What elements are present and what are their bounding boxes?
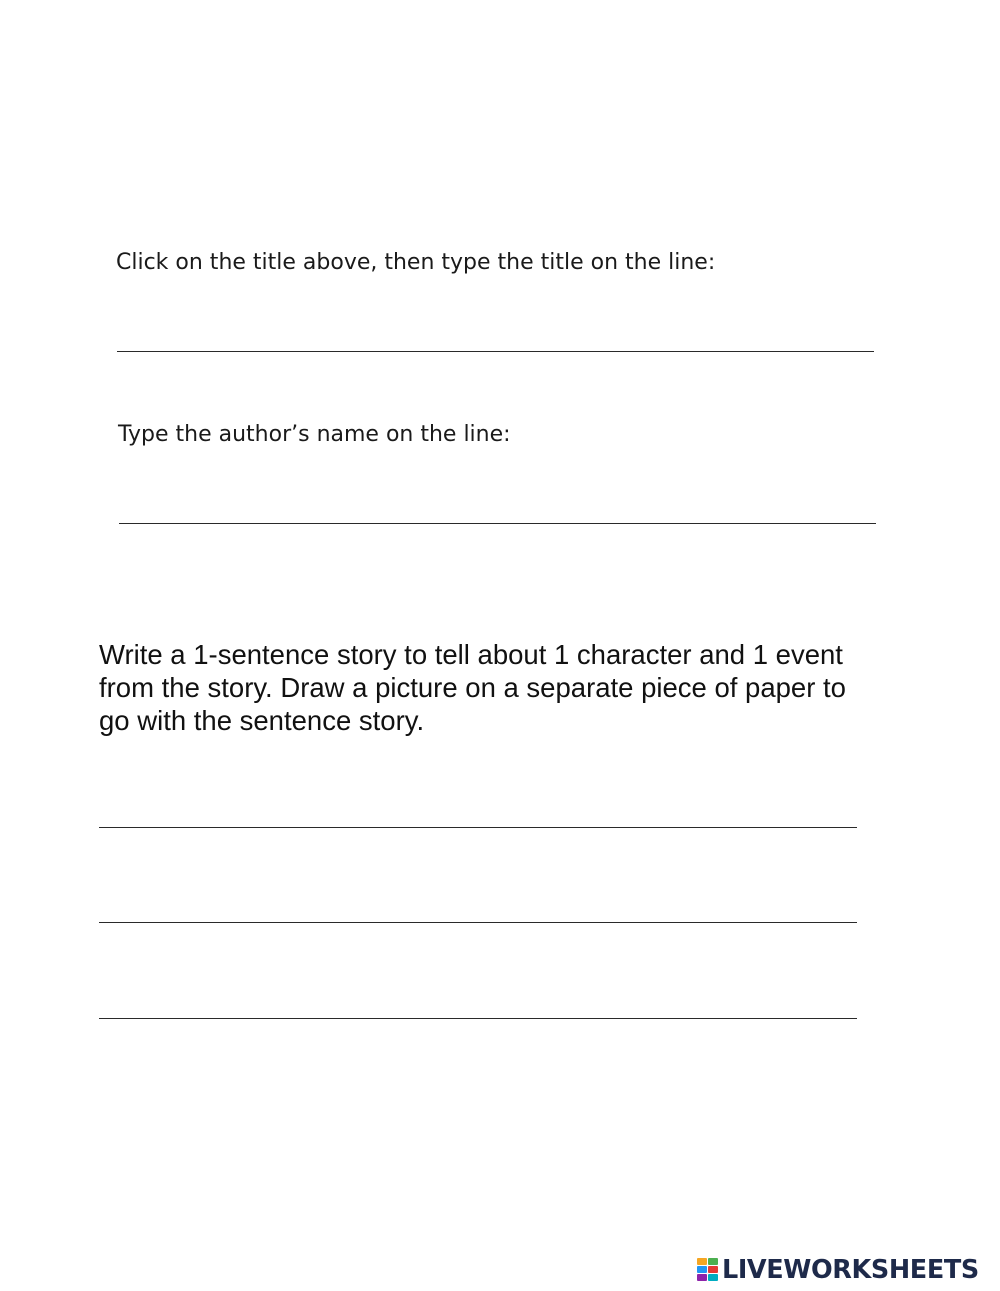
logo-block-4 xyxy=(708,1266,718,1273)
logo-block-5 xyxy=(697,1274,707,1281)
title-prompt: Click on the title above, then type the title on the line: xyxy=(116,250,716,275)
liveworksheets-brand xyxy=(697,1255,979,1285)
logo-block-1 xyxy=(697,1258,707,1265)
liveworksheets-logo-icon xyxy=(697,1258,719,1282)
title-answer-line[interactable] xyxy=(117,351,874,352)
instruction-line-2: from the story. Draw a picture on a separate piece of paper to xyxy=(99,672,846,703)
logo-block-2 xyxy=(708,1258,718,1265)
logo-block-6 xyxy=(708,1274,718,1281)
logo-block-3 xyxy=(697,1266,707,1273)
story-answer-line-3[interactable] xyxy=(99,1018,857,1019)
brand-name: LIVEWORKSHEETS xyxy=(722,1255,979,1285)
story-instruction xyxy=(99,638,939,737)
story-answer-line-2[interactable] xyxy=(99,922,857,923)
story-answer-line-1[interactable] xyxy=(99,827,857,828)
instruction-line-1: Write a 1-sentence story to tell about 1 character and 1 event xyxy=(99,639,843,670)
author-prompt: Type the author’s name on the line: xyxy=(118,422,511,447)
author-answer-line[interactable] xyxy=(119,523,876,524)
instruction-line-3: go with the sentence story. xyxy=(99,705,425,736)
